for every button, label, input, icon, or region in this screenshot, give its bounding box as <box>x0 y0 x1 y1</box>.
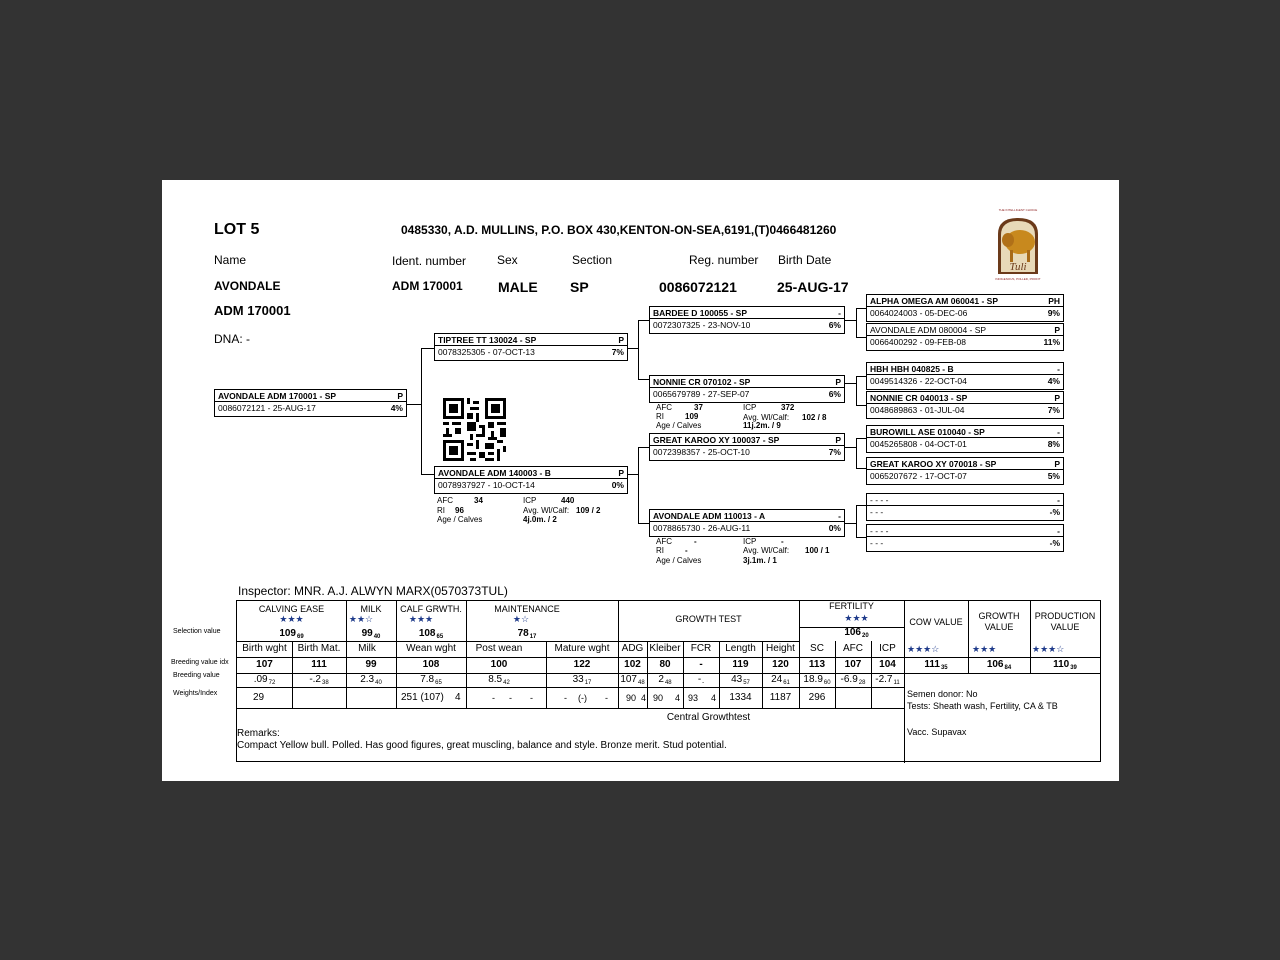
pedigree-dam-dam <box>649 509 845 537</box>
col-afc: AFC <box>843 643 863 654</box>
group-maint: MAINTENANCE <box>494 604 560 614</box>
sd-ri-label: RI <box>656 412 664 421</box>
dd-ri: - <box>685 546 688 555</box>
id-line: ADM 170001 <box>214 303 291 318</box>
pedigree-reg: 0086072121 - 25-AUG-17 <box>218 403 316 413</box>
pedigree-name: BARDEE D 100055 - SP <box>653 308 748 318</box>
pedigree-pct: -% <box>1049 538 1060 548</box>
owner-info: 0485330, A.D. MULLINS, P.O. BOX 430,KENTON-ON-SEA,6191,(T)0466481260 <box>401 223 837 237</box>
w-fcr-b: 4 <box>711 693 717 703</box>
pedigree-name: BUROWILL ASE 010040 - SP <box>870 427 985 437</box>
dam-afc-label: AFC <box>437 496 453 505</box>
label-name: Name <box>214 253 247 267</box>
sd-avg: 102 / 8 <box>802 413 827 422</box>
pedigree-code: P <box>1054 393 1060 403</box>
pedigree-name: - - - - <box>870 495 889 505</box>
col-icp: ICP <box>879 643 896 654</box>
vaccination: Vacc. Supavax <box>907 727 967 737</box>
pedigree-name: AVONDALE ADM 140003 - B <box>438 468 551 478</box>
row-label-weights: Weights/Index <box>173 690 218 697</box>
bvi-sc: 113 <box>808 659 826 670</box>
w-wean-index: 4 <box>455 692 461 703</box>
label-birth: Birth Date <box>778 253 832 267</box>
pedigree-pct: 7% <box>1047 405 1060 415</box>
pedigree-reg: 0065679789 - 27-SEP-07 <box>653 389 750 399</box>
dam-afc: 34 <box>474 496 483 505</box>
pedigree-g3-1 <box>866 294 1064 322</box>
bv-sc: $18.9_{60}$ <box>803 674 831 686</box>
pedigree-g3-3 <box>866 362 1064 390</box>
col-sc: SC <box>810 643 824 654</box>
bv-kleiber: $2_{48}$ <box>658 674 672 686</box>
group-calving: CALVING EASE <box>258 604 325 614</box>
pedigree-reg: 0078865730 - 26-AUG-11 <box>653 523 751 533</box>
bv-post-wean: $8.5_{42}$ <box>488 674 510 686</box>
pedigree-pct: 6% <box>828 320 841 330</box>
bv-wean: $7.8_{65}$ <box>420 674 442 686</box>
stars-gv: ★★★ <box>972 644 997 654</box>
bv-length: $43_{57}$ <box>731 674 750 686</box>
pedigree-pct: 0% <box>828 523 841 533</box>
col-birth-wght: Birth wght <box>242 643 287 654</box>
dd-icp: - <box>781 537 784 546</box>
pedigree-reg: 0072307325 - 23-NOV-10 <box>653 320 751 330</box>
bv-fcr: $-_-$ <box>697 674 705 686</box>
bvi-icp: 104 <box>879 659 896 670</box>
sd-icp: 372 <box>781 403 795 412</box>
col-length: Length <box>725 643 756 654</box>
dam-age: 4j.0m. / 2 <box>523 515 557 524</box>
dam-avg-label: Avg. Wl/Calf: <box>523 506 570 515</box>
w-birth: 29 <box>253 692 265 703</box>
dd-avg: 100 / 1 <box>805 546 830 555</box>
bv-height: $24_{61}$ <box>771 674 790 686</box>
group-milk: MILK <box>360 604 382 614</box>
w-length: 1334 <box>729 692 752 703</box>
pedigree-reg: - - - <box>870 507 884 517</box>
tests: Tests: Sheath wash, Fertility, CA & TB <box>907 701 1058 711</box>
dd-age: 3j.1m. / 1 <box>743 556 777 565</box>
w-wean: 251 (107) <box>401 692 444 703</box>
pedigree-code: P <box>835 377 841 387</box>
bvi-wean: 108 <box>422 659 440 670</box>
pedigree-code: - <box>1057 364 1060 374</box>
value-birth: 25-AUG-17 <box>777 279 849 295</box>
qr-code-icon <box>443 398 506 461</box>
row-label-selection: Selection value <box>173 628 221 635</box>
pedigree-pct: 7% <box>828 447 841 457</box>
pedigree-animal <box>214 389 407 417</box>
inspector: Inspector: MNR. A.J. ALWYN MARX(0570373TUL) <box>238 584 508 598</box>
group-cow: COW VALUE <box>909 617 963 627</box>
w-post-b: - <box>509 693 512 703</box>
tuli-logo <box>994 208 1042 280</box>
label-reg: Reg. number <box>689 253 759 267</box>
col-post-wean: Post wean <box>475 643 523 654</box>
bvi-adg: 102 <box>624 659 641 670</box>
pedigree-pct: 4% <box>390 403 403 413</box>
stars-calving: ★★★ <box>279 614 304 624</box>
col-milk: Milk <box>358 643 376 654</box>
value-sex: MALE <box>498 279 538 295</box>
pedigree-reg: 0078937927 - 10-OCT-14 <box>438 480 535 490</box>
pedigree-sire-dam <box>649 375 845 403</box>
dam-ri-label: RI <box>437 506 445 515</box>
sd-age: 11j.2m. / 9 <box>743 421 781 430</box>
dam-icp: 440 <box>561 496 575 505</box>
sd-afc-label: AFC <box>656 403 672 412</box>
central-growthtest: Central Growthtest <box>666 712 751 723</box>
value-ident: ADM 170001 <box>392 279 463 293</box>
bvi-kleiber: 80 <box>659 659 671 670</box>
pedigree-name: - - - - <box>870 526 889 536</box>
sel-maint: $78_{17}$ <box>517 628 537 640</box>
pedigree-name: NONNIE CR 070102 - SP <box>653 377 751 387</box>
bvi-length: 119 <box>732 659 749 670</box>
pedigree-code: - <box>1057 427 1060 437</box>
row-label-bv-idx: Breeding value idx <box>171 659 229 666</box>
value-reg: 0086072121 <box>659 279 737 295</box>
w-kl-a: 90 <box>653 693 664 703</box>
dam-icp-label: ICP <box>523 496 537 505</box>
dd-afc-label: AFC <box>656 537 672 546</box>
sd-ri: 109 <box>685 412 699 421</box>
logo-top-text: THE INTELLIGENT CHOICE <box>998 208 1038 212</box>
dd-afc: - <box>694 537 697 546</box>
bv-milk: $2.3_{40}$ <box>360 674 382 686</box>
col-kleiber: Kleiber <box>649 643 681 654</box>
pedigree-reg: 0072398357 - 25-OCT-10 <box>653 447 750 457</box>
col-wean-wght: Wean wght <box>406 643 456 654</box>
pedigree-g3-7 <box>866 493 1064 521</box>
stars-fert: ★★★ <box>844 613 869 623</box>
bvi-post-wean: 100 <box>490 659 508 670</box>
sd-age-label: Age / Calves <box>656 421 702 430</box>
pedigree-pct: 9% <box>1047 308 1060 318</box>
group-calf: CALF GRWTH. <box>400 604 462 614</box>
dd-avg-label: Avg. Wl/Calf: <box>743 546 790 555</box>
pedigree-name: AVONDALE ADM 110013 - A <box>653 511 766 521</box>
bvi-gv: $106_{84}$ <box>986 659 1012 671</box>
pedigree-pct: 8% <box>1047 439 1060 449</box>
bv-birth-mat: $-.2_{38}$ <box>309 674 329 686</box>
pedigree-reg: 0049514326 - 22-OCT-04 <box>870 376 967 386</box>
stars-maint: ★☆ <box>512 614 530 624</box>
w-sc: 296 <box>808 692 826 703</box>
pedigree-code: P <box>835 435 841 445</box>
pedigree-g3-2 <box>866 323 1064 351</box>
w-adg-a: 90 <box>626 693 637 703</box>
dam-age-label: Age / Calves <box>437 515 483 524</box>
w-post-a: - <box>492 693 495 703</box>
pedigree-reg: 0078325305 - 07-OCT-13 <box>438 347 535 357</box>
stars-cow: ★★★☆ <box>907 644 940 654</box>
pedigree-name: AVONDALE ADM 080004 - SP <box>870 325 987 335</box>
stars-pv: ★★★☆ <box>1032 644 1065 654</box>
logo-bottom-text: INDIGENOUS, POLLED, PROFIT <box>995 277 1041 281</box>
stars-calf: ★★★ <box>408 614 434 624</box>
pedigree-name: NONNIE CR 040013 - SP <box>870 393 968 403</box>
pedigree-name: GREAT KAROO XY 100037 - SP <box>653 435 780 445</box>
value-name: AVONDALE <box>214 279 281 293</box>
bv-icp: $-2.7_{11}$ <box>875 674 900 686</box>
pedigree-code: - <box>1057 526 1060 536</box>
group-pv: PRODUCTION VALUE <box>1034 611 1096 632</box>
label-sex: Sex <box>497 253 518 267</box>
pedigree-code: - <box>1057 495 1060 505</box>
dna: DNA: - <box>214 332 250 346</box>
pedigree-pct: 11% <box>1043 337 1060 347</box>
bvi-height: 120 <box>772 659 789 670</box>
pedigree-code: P <box>618 335 624 345</box>
pedigree-reg: 0048689863 - 01-JUL-04 <box>870 405 965 415</box>
semen-donor: Semen donor: No <box>907 689 978 699</box>
col-adg: ADG <box>621 643 644 654</box>
pedigree-dam <box>434 466 628 494</box>
col-birth-mat: Birth Mat. <box>297 643 341 654</box>
col-fcr: FCR <box>690 643 712 654</box>
dam-ri: 96 <box>455 506 464 515</box>
bvi-birth-mat: 111 <box>311 659 327 670</box>
remarks-label: Remarks: <box>237 728 280 739</box>
pedigree-pct: -% <box>1049 507 1060 517</box>
row-label-bv: Breeding value <box>173 672 220 679</box>
pedigree-name: GREAT KAROO XY 070018 - SP <box>870 459 997 469</box>
sel-milk: $99_{40}$ <box>361 628 381 640</box>
bv-adg: $107_{48}$ <box>620 674 645 686</box>
pedigree-name: TIPTREE TT 130024 - SP <box>438 335 537 345</box>
pedigree-pct: 6% <box>828 389 841 399</box>
pedigree-sire <box>434 333 628 361</box>
breeding-values-table <box>236 600 1101 762</box>
remarks: Compact Yellow bull. Polled. Has good figures, great muscling, balance and style. Bronze merit. Stud potential. <box>237 740 727 751</box>
pedigree-reg: - - - <box>870 538 884 548</box>
w-adg-b: 4 <box>641 693 647 703</box>
w-post-c: - <box>530 693 533 703</box>
pedigree-code: P <box>1054 459 1060 469</box>
dam-avg: 109 / 2 <box>576 506 601 515</box>
bvi-birth-wght: 107 <box>256 659 273 670</box>
w-mature-b: (-) <box>578 693 587 703</box>
pedigree-g3-5 <box>866 425 1064 453</box>
w-height: 1187 <box>769 692 792 703</box>
dd-age-label: Age / Calves <box>656 556 702 565</box>
bv-mature: $33_{17}$ <box>572 674 592 686</box>
dd-ri-label: RI <box>656 546 664 555</box>
bvi-cow: $111_{35}$ <box>924 659 948 671</box>
pedigree-sire-sire <box>649 306 845 334</box>
registration-certificate <box>162 180 1119 781</box>
pedigree-code: - <box>838 511 841 521</box>
label-section: Section <box>572 253 613 267</box>
bvi-afc: 107 <box>844 659 862 670</box>
w-kl-b: 4 <box>675 693 681 703</box>
pedigree-code: PH <box>1048 296 1060 306</box>
bv-birth-wght: $.09_{72}$ <box>253 674 276 686</box>
group-fert: FERTILITY <box>829 601 874 611</box>
pedigree-reg: 0045265808 - 04-OCT-01 <box>870 439 967 449</box>
bvi-milk: 99 <box>365 659 377 670</box>
pedigree-name: HBH HBH 040825 - B <box>870 364 954 374</box>
group-growth: GROWTH TEST <box>675 614 742 624</box>
sel-calving: $109_{69}$ <box>279 628 304 640</box>
group-gv: GROWTH VALUE <box>978 611 1020 632</box>
pedigree-g3-4 <box>866 391 1064 419</box>
pedigree-code: P <box>618 468 624 478</box>
pedigree-code: P <box>397 391 403 401</box>
col-mature-wght: Mature wght <box>554 643 610 654</box>
value-section: SP <box>570 279 589 295</box>
sel-fert: $106_{20}$ <box>844 627 869 639</box>
pedigree-g3-6 <box>866 457 1064 485</box>
pedigree-code: - <box>838 308 841 318</box>
bvi-mature: 122 <box>573 659 591 670</box>
sd-avg-label: Avg. Wl/Calf: <box>743 413 790 422</box>
bull-icon <box>994 214 1042 276</box>
pedigree-dam-sire <box>649 433 845 461</box>
stars-milk: ★★☆ <box>348 614 374 624</box>
logo-brand-text: Tuli <box>1009 261 1027 273</box>
w-mature-c: - <box>605 693 608 703</box>
w-fcr-a: 93 <box>688 693 699 703</box>
label-ident: Ident. number <box>392 254 467 268</box>
sd-afc: 37 <box>694 403 703 412</box>
pedigree-reg: 0064024003 - 05-DEC-06 <box>870 308 968 318</box>
bvi-pv: $110_{39}$ <box>1053 659 1077 671</box>
pedigree-code: P <box>1054 325 1060 335</box>
pedigree-pct: 0% <box>611 480 624 490</box>
pedigree-name: AVONDALE ADM 170001 - SP <box>218 391 337 401</box>
pedigree-g3-8 <box>866 524 1064 552</box>
pedigree-pct: 4% <box>1047 376 1060 386</box>
col-height: Height <box>766 643 795 654</box>
pedigree-pct: 7% <box>611 347 624 357</box>
pedigree-reg: 0066400292 - 09-FEB-08 <box>870 337 966 347</box>
pedigree-name: ALPHA OMEGA AM 060041 - SP <box>870 296 999 306</box>
w-mature-a: - <box>564 693 567 703</box>
bvi-fcr: - <box>699 659 703 670</box>
pedigree-pct: 5% <box>1047 471 1060 481</box>
pedigree-reg: 0065207672 - 17-OCT-07 <box>870 471 967 481</box>
lot-number: LOT 5 <box>214 221 260 238</box>
bv-afc: $-6.9_{28}$ <box>840 674 866 686</box>
sd-icp-label: ICP <box>743 403 757 412</box>
dd-icp-label: ICP <box>743 537 757 546</box>
sel-calf: $108_{65}$ <box>418 628 444 640</box>
